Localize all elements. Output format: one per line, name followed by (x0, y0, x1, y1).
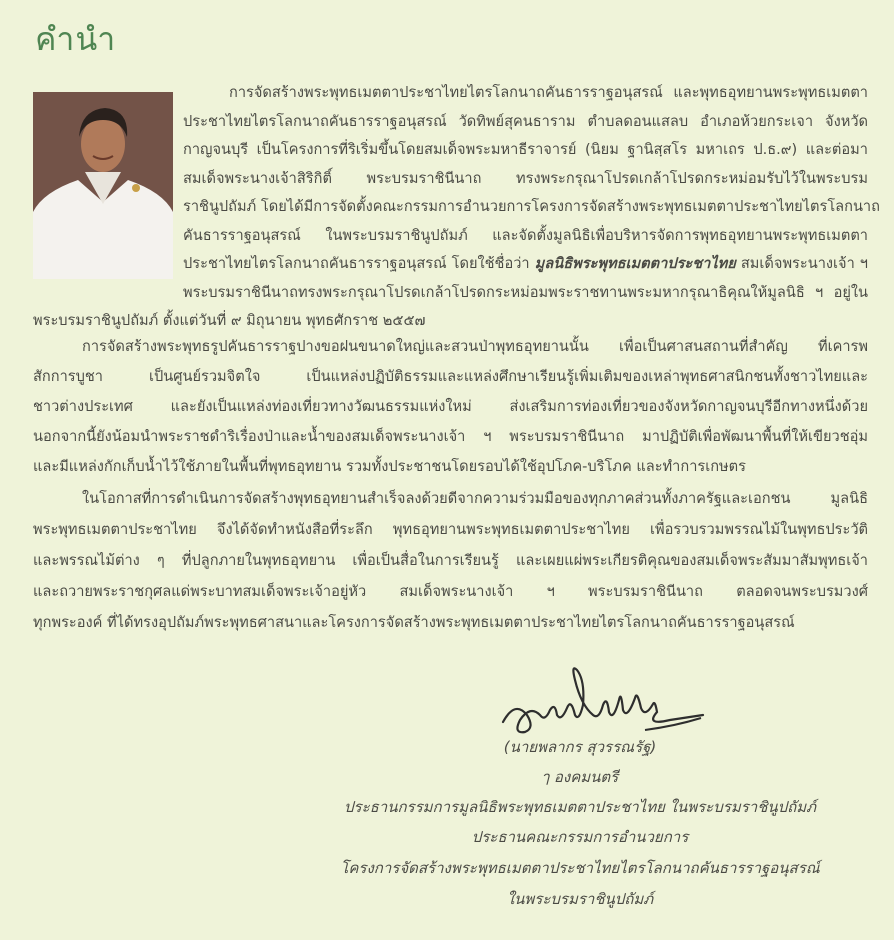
signatory-position: ๅ องคมนตรี (541, 768, 619, 786)
foundation-name: มูลนิธิพระพุทธเมตตาประชาไทย (534, 255, 736, 272)
paragraph-2-line: นอกจากนี้ยังน้อมนำพระราชดำริเรื่องป่าและน้ำของสมเด็จพระนางเจ้า ฯ พระบรมราชินีนาถ มาปฏิบัติเพื่อพัฒนาพื้นที่ให้เขียวชอุ่ม (33, 428, 868, 445)
paragraph-3-line: พระพุทธเมตตาประชาไทย จึงได้จัดทำหนังสือที่ระลึก พุทธอุทยานพระพุทธเมตตาประชาไทย เพื่อรวบรวมพรรณไม้ในพุทธประวัติ (33, 521, 868, 538)
paragraph-2-line: และมีแหล่งกักเก็บน้ำไว้ใช้ภายในพื้นที่พุทธอุทยาน รวมทั้งประชาชนโดยรอบได้ใช้อุปโภค-บริโภค และทำการเกษตร (33, 458, 746, 475)
signatory-title: โครงการจัดสร้างพระพุทธเมตตาประชาไทยไตรโลกนาถคันธารราฐอนุสรณ์ (340, 859, 820, 877)
paragraph-2-line: การจัดสร้างพระพุทธรูปคันธารราฐปางขอฝนขนาดใหญ่และสวนป่าพุทธอุทยานนั้น เพื่อเป็นศาสนสถานที่สำคัญ ที่เคารพ (82, 338, 868, 355)
paragraph-1-line: ประชาไทยไตรโลกนาถคันธารราฐอนุสรณ์ วัดทิพย์สุคนธาราม ตำบลดอนแสลบ อำเภอห้วยกระเจา จังหวัด (183, 113, 868, 130)
paragraph-1-line (183, 253, 868, 275)
paragraph-3-line: ในโอกาสที่การดำเนินการจัดสร้างพุทธอุทยานสำเร็จลงด้วยดีจากความร่วมมือของทุกภาคส่วนทั้งภาครัฐและเอกชน มูลนิธิ (82, 490, 868, 507)
paragraph-1-line: กาญจนบุรี เป็นโครงการที่ริเริ่มขึ้นโดยสมเด็จพระมหาธีราจารย์ (นิยม ฐานิสฺสโร มหาเถร ป.ธ.๙) และต่อมา (183, 141, 868, 158)
paragraph-1-line: สมเด็จพระนางเจ้าสิริกิติ์ พระบรมราชินีนาถ ทรงพระกรุณาโปรดเกล้าโปรดกระหม่อมรับไว้ในพระบรม (183, 170, 868, 187)
paragraph-2-line: ชาวต่างประเทศ และยังเป็นแหล่งท่องเที่ยวทางวัฒนธรรมแห่งใหม่ ส่งเสริมการท่องเที่ยวของจังหวัดกาญจนบุรีอีกทางหนึ่งด้วย (33, 398, 868, 415)
signatory-title: ประธานคณะกรรมการอำนวยการ (471, 828, 689, 846)
paragraph-1-line: ราชินูปถัมภ์ โดยได้มีการจัดตั้งคณะกรรมการอำนวยการโครงการจัดสร้างพระพุทธเมตตาประชาไทยไตรโลกนาถ (183, 198, 880, 215)
paragraph-3-line: และถวายพระราชกุศลแด่พระบาทสมเด็จพระเจ้าอยู่หัว สมเด็จพระนางเจ้า ฯ พระบรมราชินีนาถ ตลอดจนพระบรมวงศ์ (33, 583, 868, 600)
page-title: คำนำ (35, 20, 117, 58)
signatory-title: ในพระบรมราชินูปถัมภ์ (506, 890, 654, 908)
line-text: สมเด็จพระนางเจ้า ฯ (735, 255, 868, 272)
paragraph-1-line: พระบรมราชินีนาถทรงพระกรุณาโปรดเกล้าโปรดกระหม่อมพระราชทานพระมหากรุณาธิคุณให้มูลนิธิ ฯ อยู่ใน (183, 284, 868, 301)
line-text: ประชาไทยไตรโลกนาถคันธารราฐอนุสรณ์ โดยใช้ชื่อว่า (183, 255, 535, 272)
paragraph-1-line: การจัดสร้างพระพุทธเมตตาประชาไทยไตรโลกนาถคันธารราฐอนุสรณ์ และพุทธอุทยานพระพุทธเมตตา (229, 84, 868, 101)
paragraph-3-line: ทุกพระองค์ ที่ได้ทรงอุปถัมภ์พระพุทธศาสนาและโครงการจัดสร้างพระพุทธเมตตาประชาไทยไตรโลกนาถคันธารราฐอนุสรณ์ (33, 614, 795, 631)
paragraph-1-line: พระบรมราชินูปถัมภ์ ตั้งแต่วันที่ ๙ มิถุนายน พุทธศักราช ๒๕๕๗ (33, 312, 426, 329)
portrait-photo (33, 92, 173, 279)
paragraph-3-line: และพรรณไม้ต่าง ๆ ที่ปลูกภายในพุทธอุทยาน เพื่อเป็นสื่อในการเรียนรู้ และเผยแผ่พระเกียรติคุณของสมเด็จพระสัมมาสัมพุทธเจ้า (33, 552, 868, 569)
handwritten-signature (495, 660, 710, 745)
paragraph-2-line: สักการบูชา เป็นศูนย์รวมจิตใจ เป็นแหล่งปฏิบัติธรรมและแหล่งศึกษาเรียนรู้เพิ่มเติมของเหล่าพุทธศาสนิกชนทั้งชาวไทยและ (33, 368, 868, 385)
paragraph-1-line: คันธารราฐอนุสรณ์ ในพระบรมราชินูปถัมภ์ และจัดตั้งมูลนิธิเพื่อบริหารจัดการพุทธอุทยานพระพุทธเมตตา (183, 227, 868, 244)
signatory-name: (นายพลากร สุวรรณรัฐ) (503, 738, 657, 756)
signatory-title: ประธานกรรมการมูลนิธิพระพุทธเมตตาประชาไทย ในพระบรมราชินูปถัมภ์ (343, 798, 817, 816)
